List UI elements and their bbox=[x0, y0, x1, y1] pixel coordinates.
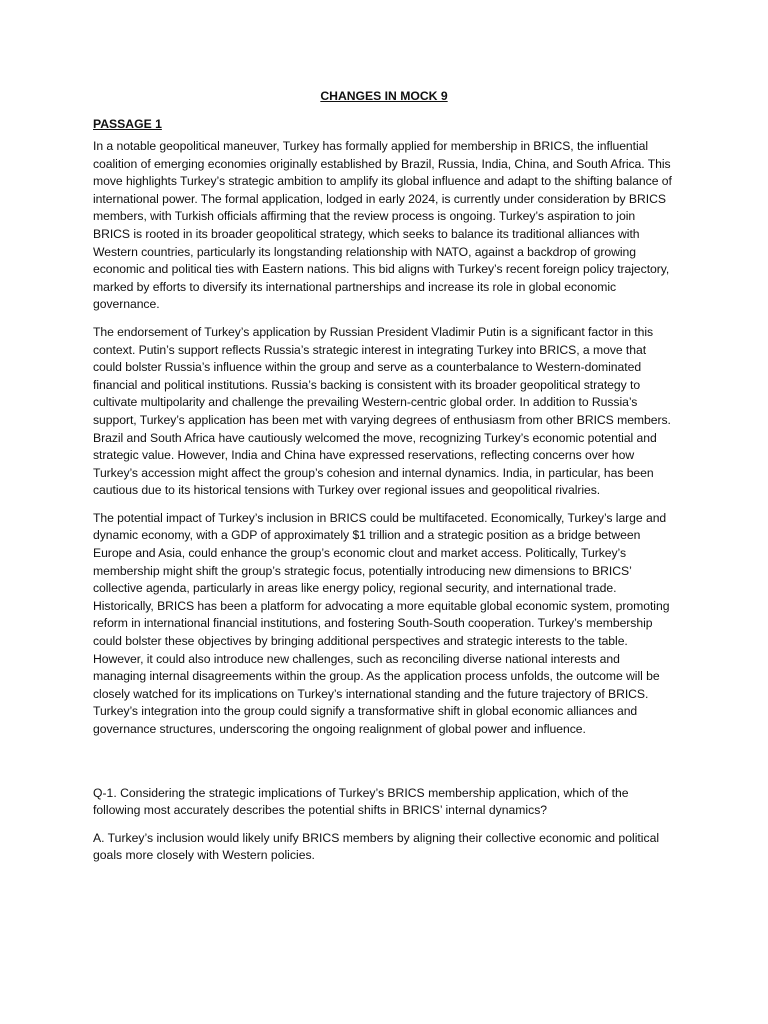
document-page bbox=[93, 86, 675, 875]
passage-paragraph-3: The potential impact of Turkey’s inclusion in BRICS could be multifaceted. Economically, Turkey’s large and dynamic economy, with a GDP of approximately $1 trillion and a strategic position as a bridge between Europe and Asia, could enhance the group’s economic clout and market access. Politically, Turkey’s membership might shift the group’s strategic focus, potentially introducing new dimensions to BRICS’ collective agenda, particularly in areas like energy policy, regional security, and international trade. Historically, BRICS has been a platform for advocating a more equitable global economic system, promoting reform in international financial institutions, and fostering South-South cooperation. Turkey’s membership could bolster these objectives by bringing additional perspectives and strategic interests to the table. However, it could also introduce new challenges, such as reconciling diverse national interests and managing internal disagreements within the group. As the application process unfolds, the outcome will be closely watched for its implications on Turkey’s international standing and the future trajectory of BRICS. Turkey’s integration into the group could signify a transformative shift in global economic alliances and governance structures, underscoring the ongoing realignment of global power and influence. bbox=[93, 510, 670, 736]
section-spacer bbox=[93, 749, 675, 785]
document-title: CHANGES IN MOCK 9 bbox=[320, 89, 448, 103]
question-1: Q-1. Considering the strategic implications of Turkey’s BRICS membership application, which of the following most accurately describes the potential shifts in BRICS’ internal dynamics? bbox=[93, 785, 629, 818]
passage-paragraph-1: In a notable geopolitical maneuver, Turkey has formally applied for membership in BRICS, the influential coalition of emerging economies originally established by Brazil, Russia, India, China, and South Africa. This move highlights Turkey’s strategic ambition to amplify its global influence and adapt to the shifting balance of international power. The formal application, lodged in early 2024, is currently under consideration by BRICS members, with Turkish officials affirming that the review process is ongoing. Turkey’s aspiration to join BRICS is rooted in its broader geopolitical strategy, which seeks to balance its traditional alliances with Western countries, particularly its longstanding relationship with NATO, against a backdrop of growing economic and political ties with Eastern nations. This bid aligns with Turkey’s recent foreign policy trajectory, marked by efforts to diversify its international partnerships and increase its role in global economic governance. bbox=[93, 139, 672, 312]
question-1-option-a: A. Turkey’s inclusion would likely unify BRICS members by aligning their collective economic and political goals more closely with Western policies. bbox=[93, 830, 660, 863]
passage-paragraph-2: The endorsement of Turkey’s application by Russian President Vladimir Putin is a significant factor in this context. Putin’s support reflects Russia’s strategic interest in integrating Turkey into BRICS, a move that could bolster Russia’s influence within the group and serve as a counterbalance to Western-dominated financial and political institutions. Russia’s backing is consistent with its broader geopolitical strategy to cultivate multipolarity and challenge the prevailing Western-centric global order. In addition to Russia’s support, Turkey’s application has been met with varying degrees of enthusiasm from other BRICS members. Brazil and South Africa have cautiously welcomed the move, recognizing Turkey’s economic potential and strategic value. However, India and China have expressed reservations, reflecting concerns over how Turkey’s accession might affect the group’s cohesion and internal dynamics. India, in particular, has been cautious due to its historical tensions with Turkey over regional issues and geopolitical rivalries. bbox=[93, 324, 671, 498]
passage-heading: PASSAGE 1 bbox=[93, 117, 162, 131]
